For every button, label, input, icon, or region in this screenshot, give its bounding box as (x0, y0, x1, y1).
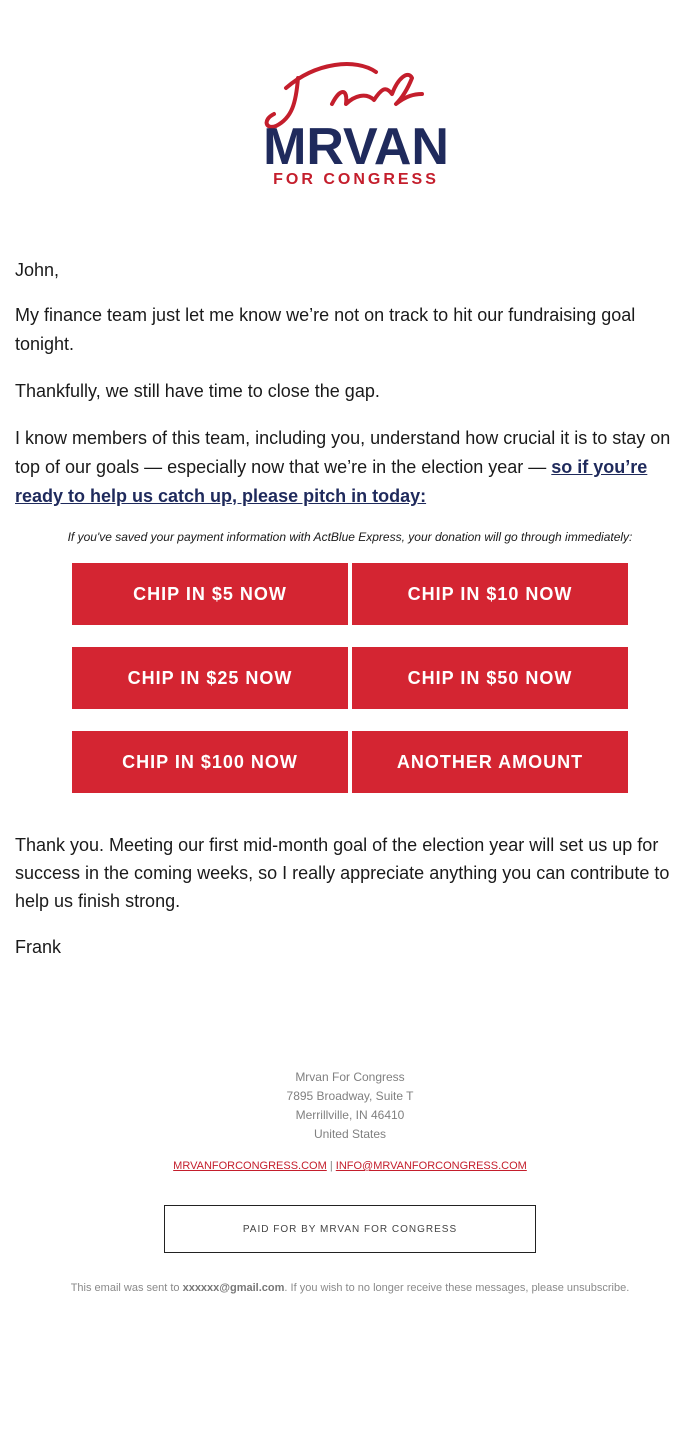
chip-in-25-button[interactable]: CHIP IN $25 NOW (72, 647, 348, 709)
footer-org: Mrvan For Congress (295, 1070, 405, 1084)
footer-street: 7895 Broadway, Suite T (286, 1089, 414, 1103)
paragraph-2: Thankfully, we still have time to close the gap. (15, 381, 380, 401)
chip-in-10-button[interactable]: CHIP IN $10 NOW (352, 563, 628, 625)
email-body (15, 256, 675, 529)
logo-graphic (236, 48, 476, 198)
closing-paragraph: Thank you. Meeting our first mid-month goal of the election year will set us up for success in the coming weeks, so I really appreciate anything you can contribute to help us finish strong. (15, 835, 670, 911)
chip-in-5-button[interactable]: CHIP IN $5 NOW (72, 563, 348, 625)
paragraph-3 (15, 424, 675, 511)
logo-tagline: FOR CONGRESS (273, 171, 439, 188)
campaign-logo (236, 48, 476, 198)
pitch-in-link[interactable]: so if you’re ready to help us catch up, please pitch in today: (15, 457, 648, 506)
another-amount-button[interactable]: ANOTHER AMOUNT (352, 731, 628, 793)
donation-button-grid (72, 563, 628, 815)
unsubscribe-notice (0, 1282, 700, 1294)
footer-city: Merrillville, IN 46410 (295, 1108, 405, 1122)
recipient-email: xxxxxx@gmail.com (182, 1282, 285, 1294)
paragraph-1: My finance team just let me know we’re not on track to hit our fundraising goal tonight. (15, 305, 636, 354)
link-separator: | (329, 1160, 333, 1172)
email-link[interactable]: INFO@MRVANFORCONGRESS.COM (335, 1160, 527, 1172)
greeting: John, (15, 260, 60, 280)
footer-address (0, 1068, 700, 1144)
unsub-suffix[interactable]: . If you wish to no longer receive these messages, please unsubscribe. (284, 1282, 630, 1294)
chip-in-100-button[interactable]: CHIP IN $100 NOW (72, 731, 348, 793)
paid-for-disclaimer: PAID FOR BY MRVAN FOR CONGRESS (164, 1205, 536, 1253)
unsub-prefix: This email was sent to (70, 1282, 183, 1294)
logo-surname: MRVAN (263, 118, 449, 176)
signature: Frank (15, 937, 62, 957)
website-link[interactable]: MRVANFORCONGRESS.COM (173, 1160, 327, 1172)
actblue-note: If you've saved your payment information with ActBlue Express, your donation will go through immediately: (67, 530, 633, 544)
button-row (72, 647, 628, 709)
closing-section (15, 831, 675, 979)
button-row (72, 731, 628, 793)
button-row (72, 563, 628, 625)
footer-links (0, 1160, 700, 1172)
chip-in-50-button[interactable]: CHIP IN $50 NOW (352, 647, 628, 709)
paragraph-3-text: I know members of this team, including you, understand how crucial it is to stay on top of our goals — especially now that we’re in the election year — (15, 428, 671, 477)
footer-country: United States (313, 1127, 387, 1141)
